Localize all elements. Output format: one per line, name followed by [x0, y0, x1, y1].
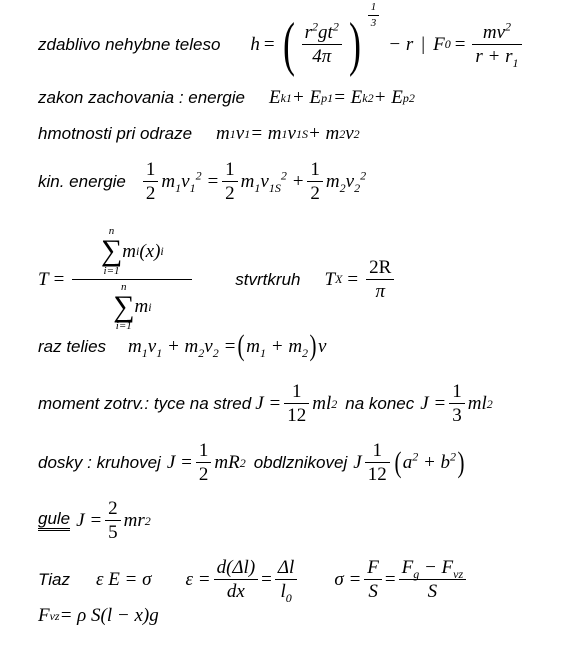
- exp-third: [368, 2, 380, 29]
- J: J =: [420, 393, 447, 414]
- num: 1: [291, 381, 302, 402]
- plus-m: + m: [307, 123, 340, 144]
- J: J: [353, 452, 362, 473]
- sigma: σ =: [334, 569, 362, 590]
- den: S: [427, 581, 438, 602]
- num: 1: [145, 159, 156, 180]
- J: J =: [255, 393, 282, 414]
- plus-E: + E: [291, 87, 322, 108]
- ml: ml: [467, 393, 487, 414]
- eq-sign: =: [263, 33, 275, 55]
- exp-den: 3: [370, 17, 377, 29]
- J: J =: [76, 510, 103, 531]
- den-pi: π: [375, 280, 385, 302]
- lhs: $m_1v_1 + m_2v_2$ =: [128, 335, 237, 360]
- minus-r: − r: [388, 33, 414, 55]
- line-collision: [38, 331, 326, 361]
- den-rr: r + r: [475, 45, 513, 67]
- frac-1-2: [196, 441, 212, 484]
- sym-T: T: [38, 268, 49, 290]
- sub-vz: vz: [453, 566, 464, 581]
- paren: ): [309, 329, 317, 362]
- frac-dl-l0: [275, 557, 297, 605]
- separator: |: [421, 33, 426, 55]
- sub-g: g: [413, 566, 420, 581]
- frac-1-3: [449, 382, 465, 425]
- num: F: [367, 557, 379, 578]
- line-hydrostatic: zdablivo nehybne teleso h = ( $\frac{r^2gt^2}{4\pi}$ ) $\frac{1}{3}$ − r | F 0 = $\frac{mv^2}{r + r_1}$: [38, 20, 525, 68]
- label-stvrtkruh: stvrtkruh: [235, 269, 301, 289]
- line-buoyancy: F vz = ρ S(l − x)g: [38, 605, 159, 626]
- num: 1: [372, 440, 382, 461]
- den-4pi: 4π: [312, 45, 332, 67]
- rhs-inner: $m_1 + m_2$: [246, 335, 309, 360]
- num: 1: [198, 440, 209, 461]
- num: 1: [452, 381, 462, 402]
- line-centroid: T = n ∑ i=1 m i (x) i n ∑ i=1 m i stvrtkruh T X = $\frac{2R}{\pi}$: [38, 226, 397, 332]
- den: dx: [226, 581, 245, 602]
- frac-Fg-Fvz: [399, 558, 467, 601]
- frac-half-3: [307, 160, 323, 203]
- label-raz: raz telies: [38, 336, 107, 356]
- frac-half-2: [222, 160, 238, 203]
- den: 2: [145, 183, 156, 204]
- v: v: [318, 335, 327, 357]
- line-energy-conservation: zakon zachovania : energie E k1 + E p1 = E k2 + E p2: [38, 87, 415, 108]
- v: v: [345, 123, 354, 144]
- paren-close: ): [348, 11, 361, 77]
- x: (x): [139, 240, 161, 262]
- den: 2: [225, 183, 235, 204]
- eq: =: [347, 268, 359, 290]
- line-stress-strain: [38, 557, 469, 605]
- lim-n: n: [121, 280, 127, 293]
- num: d(Δl): [216, 557, 256, 578]
- paren-open: (: [282, 11, 295, 77]
- eq: =: [261, 569, 272, 590]
- den: 12: [287, 405, 307, 426]
- J: J =: [166, 452, 193, 473]
- label-konec: na konec: [345, 394, 415, 413]
- num-gt: gt: [318, 21, 333, 43]
- frac-2R-pi: [366, 258, 394, 301]
- eq: =: [53, 268, 65, 290]
- label-zakon: zakon zachovania : energie: [38, 88, 245, 107]
- num-2R: 2R: [369, 256, 392, 278]
- eq-m: = m: [250, 123, 282, 144]
- eq-sign-2: =: [454, 33, 466, 55]
- eq: =: [384, 569, 396, 590]
- num-r: r: [304, 21, 313, 43]
- num: 1: [225, 159, 235, 180]
- label-kin: kin. energie: [38, 172, 126, 191]
- buoyancy-rhs: = ρ S(l − x)g: [59, 605, 159, 626]
- sum-top: n ∑ i=1: [100, 225, 123, 277]
- lim-i1: i=1: [103, 264, 120, 277]
- line-kinetic: [38, 160, 366, 203]
- sub-0: 0: [285, 590, 292, 605]
- sym-T: T: [324, 268, 336, 290]
- paren: ): [457, 445, 465, 479]
- frac-r2gt2: $\frac{r^2gt^2}{4\pi}$: [302, 23, 342, 66]
- eps: ε =: [185, 569, 211, 590]
- den: 12: [367, 464, 387, 485]
- label-gule: gule: [38, 510, 70, 531]
- den: S: [368, 581, 378, 602]
- frac-1-12b: [365, 441, 390, 484]
- label-zdablivo: zdablivo nehybne teleso: [38, 34, 221, 54]
- m: m: [122, 240, 136, 262]
- lim-i1: i=1: [115, 320, 132, 332]
- frac-1-12: [284, 382, 309, 425]
- label-tiaz: Tiaz: [38, 570, 70, 589]
- paren: (: [237, 329, 245, 362]
- frac-centroid: n ∑ i=1 m i (x) i n ∑ i=1 m i: [72, 226, 192, 332]
- term-m1v1s: $m_1v_{1S}^2$ +: [240, 168, 305, 195]
- line-plate-inertia: dosky : kruhovej J = $\frac{1}{2}$ mR 2 obdlznikovej J $\frac{1}{12}$ ( $a^2 + b^2$ ): [38, 440, 465, 485]
- sub-1: 1: [512, 55, 519, 70]
- frac-F-S: [364, 558, 382, 601]
- v: v: [287, 123, 296, 144]
- line-sphere-inertia: gule J = $\frac{2}{5}$ mr 2: [38, 498, 151, 543]
- plus-E2: + E: [373, 87, 403, 108]
- m: m: [216, 123, 230, 144]
- term-m1v1: $m_1v_1^2$ =: [161, 168, 220, 195]
- paren: (: [394, 445, 402, 479]
- line-momentum: hmotnosti pri odraze m 1 v 1 = m 1 v 1S + m 2 v 2: [38, 123, 360, 144]
- den-l: l: [280, 581, 286, 602]
- label-hmotnosti: hmotnosti pri odraze: [38, 124, 193, 143]
- num: Δl: [277, 557, 295, 578]
- ml: ml: [312, 393, 332, 414]
- den: 3: [452, 405, 462, 426]
- F: F: [401, 557, 414, 578]
- den: 5: [108, 522, 118, 543]
- num: 2: [108, 498, 118, 519]
- label-obdlznik: obdlznikovej: [253, 453, 348, 472]
- exp-num: 1: [370, 1, 377, 13]
- F: F: [38, 605, 50, 626]
- lim-n: n: [108, 225, 115, 237]
- den: 2: [198, 464, 209, 485]
- num: 1: [310, 159, 320, 180]
- sym-E: E: [268, 87, 281, 108]
- sum-bottom: n ∑ i=1: [113, 280, 135, 332]
- a2b2: $a^2 + b^2$: [402, 449, 457, 473]
- frac-2-5: [105, 499, 121, 542]
- label-dosky: dosky : kruhovej: [38, 453, 161, 472]
- m: m: [134, 296, 149, 318]
- eE-sigma: ε E = σ: [95, 569, 152, 590]
- eq-E: = E: [333, 87, 363, 108]
- v: v: [235, 123, 245, 144]
- term-m2v2: $m_2v_2^2$: [325, 168, 367, 195]
- minus-F: − F: [419, 557, 454, 578]
- frac-mv2: $\frac{mv^2}{r + r_1}$: [472, 23, 521, 66]
- mR: mR: [214, 452, 240, 473]
- den: 2: [310, 183, 320, 204]
- mr: mr: [123, 510, 145, 531]
- frac-half-1: [143, 160, 159, 203]
- label-moment: moment zotrv.: tyce na stred: [38, 394, 252, 413]
- sym-h: h: [250, 33, 260, 55]
- frac-ddl-dx: [214, 558, 259, 601]
- num-mv: mv: [482, 21, 506, 43]
- line-rod-inertia: moment zotrv.: tyce na stred J = $\frac{1}{12}$ ml 2 na konec J = $\frac{1}{3}$ ml 2: [38, 381, 493, 426]
- sym-F0: F: [433, 33, 445, 55]
